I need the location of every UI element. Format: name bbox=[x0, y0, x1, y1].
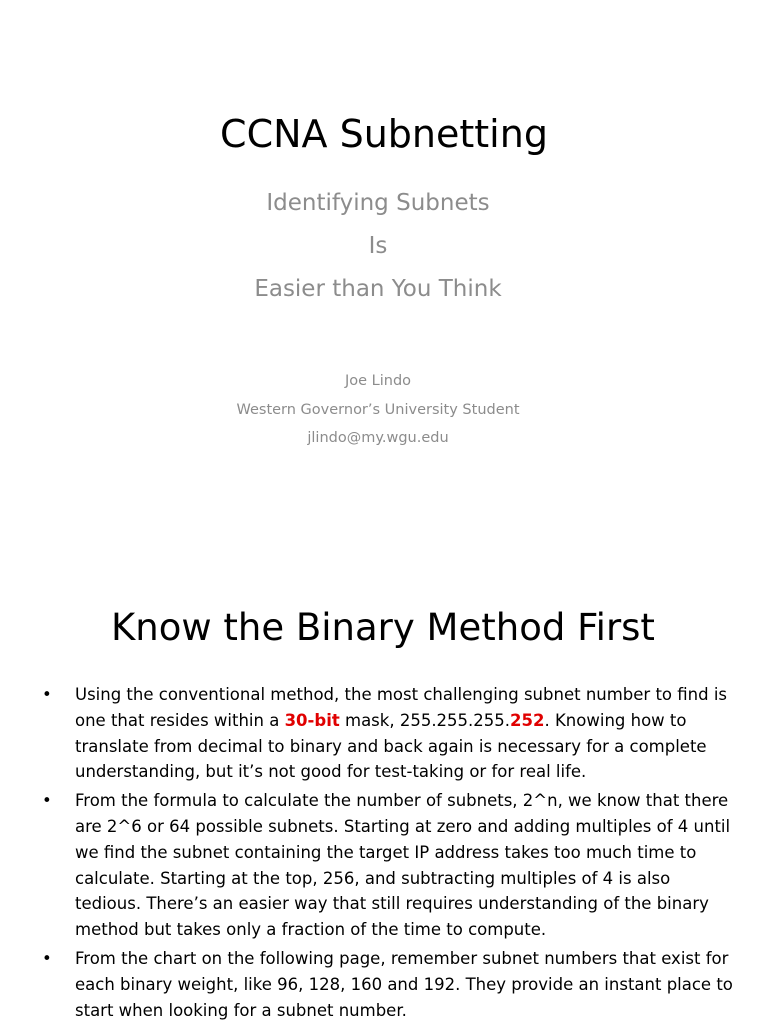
bullet-text: mask, 255.255.255. bbox=[339, 710, 511, 730]
author-affiliation: Western Governor’s University Student bbox=[236, 401, 520, 418]
bullet-item bbox=[0, 682, 735, 785]
bullet-list bbox=[0, 682, 768, 1026]
slide-title: CCNA Subnetting bbox=[220, 112, 548, 156]
highlight-text: 252 bbox=[510, 710, 545, 730]
subtitle-line: Is bbox=[368, 233, 388, 259]
author-block bbox=[0, 367, 756, 453]
bullet-text: From the chart on the following page, remember subnet numbers that exist for each binary weight, like 96, 128, 160 and 192. They provide an instant place to start when looking for a subnet number. bbox=[75, 948, 733, 1020]
bullet-text: From the formula to calculate the number of subnets, 2^n, we know that there are 2^6 or 64 possible subnets. Starting at zero and adding multiples of 4 until we find the subnet containing the target IP address takes too much time to calculate. Starting at the top, 256, and subtracting multiples of 4 is also tedious. There’s an easier way that still requires understanding of the binary method but takes only a fraction of the time to compute. bbox=[75, 791, 731, 940]
bullet-icon: • bbox=[42, 791, 52, 811]
author-email: jlindo@my.wgu.edu bbox=[307, 430, 449, 446]
author-name: Joe Lindo bbox=[344, 373, 412, 389]
bullet-text: . Knowing how to translate from decimal to binary and back again is necessary for a complete understanding, but it’s not good for test-taking or for real life. bbox=[75, 710, 707, 782]
content-slide bbox=[0, 580, 768, 1024]
bullet-icon: • bbox=[42, 948, 52, 968]
slide-subtitle bbox=[0, 182, 756, 311]
highlight-text: 30-bit bbox=[284, 710, 340, 730]
bullet-text: Using the conventional method, the most challenging subnet number to find is one that resides within a bbox=[75, 685, 728, 730]
bullet-item bbox=[0, 788, 735, 943]
bullet-icon: • bbox=[42, 685, 52, 704]
subtitle-line: Easier than You Think bbox=[254, 276, 502, 302]
bullet-item bbox=[0, 946, 735, 1023]
slide-title: Know the Binary Method First bbox=[111, 606, 655, 649]
subtitle-line: Identifying Subnets bbox=[266, 190, 490, 216]
